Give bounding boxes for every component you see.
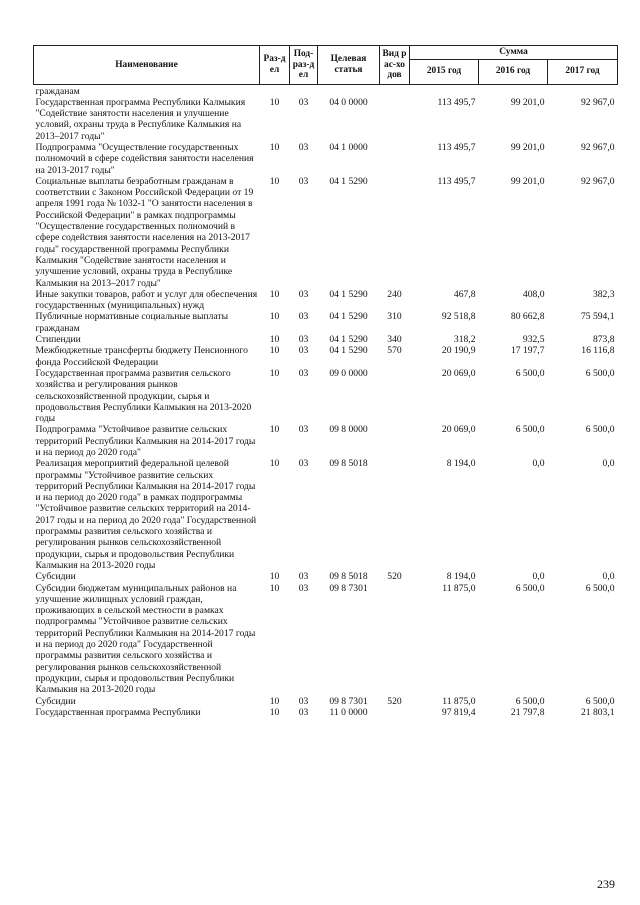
row-expense-type: 520 [387, 695, 402, 707]
row-name: Государственная программа Республики [35, 706, 201, 718]
row-expense-type [380, 84, 410, 97]
row-expense-type [380, 142, 410, 176]
row-sum-2017: 92 967,0 [580, 175, 615, 187]
row-sum-2015: 20 069,0 [441, 424, 476, 436]
row-sum-2016: 6 500,0 [515, 424, 545, 436]
row-sum-2016: 17 197,7 [510, 345, 545, 357]
row-expense-type [380, 368, 410, 424]
row-sum-2015: 8 194,0 [446, 458, 476, 470]
row-expense-type: 340 [387, 334, 402, 346]
row-sum-2017: 382,3 [592, 288, 615, 300]
row-podrazdel: 03 [298, 96, 309, 108]
table-row [34, 458, 618, 571]
row-podrazdel: 03 [298, 706, 309, 718]
row-sum-2015: 11 875,0 [442, 582, 476, 594]
row-razdel: 10 [269, 96, 280, 108]
row-sum-2015: 113 495,7 [437, 175, 476, 187]
row-sum-2015: 20 190,9 [441, 345, 476, 357]
row-sum-2015: 113 495,7 [437, 96, 476, 108]
row-target-article: 09 0 0000 [329, 367, 368, 379]
row-sum-2016: 6 500,0 [515, 695, 545, 707]
row-expense-type [380, 424, 410, 458]
row-sum-2017: 92 967,0 [580, 141, 615, 153]
row-podrazdel: 03 [298, 175, 309, 187]
table-row [34, 368, 618, 424]
row-sum-2016: 99 201,0 [510, 141, 545, 153]
row-name: Стипендии [35, 334, 81, 346]
row-sum-2017: 75 594,1 [580, 311, 615, 323]
row-razdel: 10 [269, 175, 280, 187]
row-sum-2017: 6 500,0 [585, 367, 615, 379]
header-target-article: Целевая статья [318, 46, 380, 85]
header-razdel: Раз-дел [260, 46, 290, 85]
table-row [34, 334, 618, 345]
row-target-article: 11 0 0000 [329, 706, 368, 718]
row-name: Подпрограмма "Устойчивое развитие сельских территорий Республики Калмыкия на 2014-2017 годы и на период до 2020 года" [35, 424, 256, 458]
row-razdel: 10 [269, 706, 280, 718]
row-target-article: 09 8 0000 [329, 424, 368, 436]
table-row [34, 707, 618, 718]
row-target-article: 04 1 5290 [329, 175, 368, 187]
row-sum-2016: 6 500,0 [515, 367, 545, 379]
row-sum-2016: 80 662,8 [510, 311, 545, 323]
table-row [34, 345, 618, 368]
row-podrazdel: 03 [298, 345, 309, 357]
table-body [34, 84, 618, 718]
header-podrazdel: Под-раз-дел [290, 46, 318, 85]
row-razdel [260, 84, 290, 97]
row-target-article: 04 1 5290 [329, 288, 368, 300]
row-sum-2016: 0,0 [532, 458, 545, 470]
row-target-article: 04 1 5290 [329, 311, 368, 323]
budget-table [33, 45, 618, 718]
row-name: Иные закупки товаров, работ и услуг для обеспечения государственных (муниципальных) нужд [35, 288, 258, 312]
row-target-article: 09 8 7301 [329, 582, 368, 594]
row-razdel: 10 [269, 424, 280, 436]
row-podrazdel: 03 [298, 424, 309, 436]
row-podrazdel: 03 [298, 288, 309, 300]
row-expense-type: 310 [387, 311, 402, 323]
row-sum-2015 [410, 84, 479, 97]
row-razdel: 10 [269, 458, 280, 470]
row-expense-type [380, 583, 410, 696]
row-sum-2016: 932,5 [522, 334, 545, 346]
row-sum-2015: 92 518,8 [441, 311, 476, 323]
row-sum-2017: 0,0 [602, 458, 615, 470]
row-target-article: 04 1 5290 [329, 334, 368, 346]
row-name: Государственная программа Республики Калмыкия "Содействие занятости населения и улучшение условий, охраны труда в Республике Калмыкия на 2013–2017 годы" [35, 96, 246, 142]
row-name: Социальные выплаты безработным гражданам в соответствии с Законом Российской Федерации от 19 апреля 1991 года № 1032-1 "О занятости населения в Российской Федерации" в рамках подпрограммы "Осуществление государственных полномочий в сфере содействия занятости населения на 2013-2017 годы" государственной программы Республики Калмыкия "Содействие занятости населения и улучшение условий, охраны труда в Республике Калмыкия на 2013–2017 годы" [35, 175, 254, 289]
row-razdel: 10 [269, 367, 280, 379]
row-razdel: 10 [269, 582, 280, 594]
header-sum: Сумма [410, 46, 618, 60]
row-razdel: 10 [269, 571, 280, 583]
table-row [34, 696, 618, 707]
row-sum-2017: 92 967,0 [580, 96, 615, 108]
row-name: гражданам [35, 85, 80, 97]
table-row [34, 289, 618, 312]
header-expense-type: Вид рас-ходов [380, 46, 410, 85]
row-podrazdel: 03 [298, 311, 309, 323]
row-podrazdel: 03 [298, 582, 309, 594]
row-sum-2016: 99 201,0 [510, 175, 545, 187]
row-sum-2017 [548, 84, 618, 97]
row-sum-2015: 97 819,4 [441, 706, 476, 718]
row-razdel: 10 [269, 141, 280, 153]
row-expense-type: 240 [387, 288, 402, 300]
row-name: Публичные нормативные социальные выплаты гражданам [35, 311, 229, 334]
row-name: Субсидии бюджетам муниципальных районов на улучшение жилищных условий граждан, проживающих в сельской местности в рамках подпрограммы "Устойчивое развитие сельских территорий Республики Калмыкия на 2014-2017 годы и на период до 2020 года" Государственной программы развития сельского хозяйства и регулирования рынков сельскохозяйственной продукции, сырья и продовольствия Республики Калмыкия на 2013-2020 годы [35, 582, 256, 696]
row-expense-type [380, 458, 410, 571]
table-row [34, 424, 618, 458]
row-podrazdel: 03 [298, 571, 309, 583]
row-name: Межбюджетные трансферты бюджету Пенсионного фонда Российской Федерации [35, 345, 248, 368]
row-expense-type [380, 707, 410, 718]
table-row [34, 583, 618, 696]
row-sum-2017: 21 803,1 [580, 706, 615, 718]
row-sum-2015: 318,2 [453, 334, 476, 346]
row-sum-2017: 16 116,8 [581, 345, 615, 357]
row-razdel: 10 [269, 288, 280, 300]
table-row [34, 311, 618, 334]
row-name: Подпрограмма "Осуществление государственных полномочий в сфере содействия занятости населения на 2013-2017 годы" [35, 141, 254, 176]
row-sum-2016: 6 500,0 [515, 582, 545, 594]
row-sum-2016 [479, 84, 548, 97]
row-name: Государственная программа развития сельского хозяйства и регулирования рынков сельскохозяйственной продукции, сырья и продовольствия Республики Калмыкия на 2013-2020 годы [35, 367, 252, 425]
row-podrazdel: 03 [298, 695, 309, 707]
header-year-2015: 2015 год [410, 59, 479, 84]
table-row [34, 142, 618, 176]
row-sum-2016: 99 201,0 [510, 96, 545, 108]
header-name: Наименование [34, 46, 260, 85]
row-razdel: 10 [269, 311, 280, 323]
row-expense-type [380, 97, 410, 142]
header-year-2017: 2017 год [548, 59, 618, 84]
row-sum-2016: 0,0 [532, 571, 545, 583]
row-sum-2017: 6 500,0 [585, 424, 615, 436]
row-podrazdel: 03 [298, 458, 309, 470]
row-sum-2015: 467,8 [453, 288, 476, 300]
table-row [34, 84, 618, 97]
row-sum-2015: 20 069,0 [441, 367, 476, 379]
header-year-2016: 2016 год [479, 59, 548, 84]
table-header-row [34, 46, 618, 60]
row-sum-2015: 113 495,7 [437, 141, 476, 153]
row-sum-2017: 6 500,0 [585, 582, 615, 594]
row-expense-type: 570 [387, 345, 402, 357]
table-row [34, 176, 618, 289]
row-podrazdel: 03 [298, 367, 309, 379]
row-target-article: 04 0 0000 [329, 96, 368, 108]
row-target-article: 09 8 5018 [329, 458, 368, 470]
row-sum-2015: 11 875,0 [442, 695, 476, 707]
row-sum-2016: 21 797,8 [510, 706, 545, 718]
row-sum-2016: 408,0 [522, 288, 545, 300]
row-target-article: 09 8 5018 [329, 571, 368, 583]
row-podrazdel: 03 [298, 141, 309, 153]
table-row [34, 97, 618, 142]
row-sum-2015: 8 194,0 [446, 571, 476, 583]
row-expense-type: 520 [387, 571, 402, 583]
row-sum-2017: 6 500,0 [585, 695, 615, 707]
row-target-article [318, 84, 380, 97]
row-razdel: 10 [269, 345, 280, 357]
row-razdel: 10 [269, 334, 280, 346]
row-expense-type [380, 176, 410, 289]
table-row [34, 571, 618, 582]
row-target-article: 04 1 5290 [329, 345, 368, 357]
row-target-article: 04 1 0000 [329, 141, 368, 153]
row-razdel: 10 [269, 695, 280, 707]
row-target-article: 09 8 7301 [329, 695, 368, 707]
row-podrazdel [290, 84, 318, 97]
row-podrazdel: 03 [298, 334, 309, 346]
row-sum-2017: 0,0 [602, 571, 615, 583]
row-sum-2017: 873,8 [592, 334, 615, 346]
row-name: Субсидии [35, 571, 76, 583]
row-name: Субсидии [35, 695, 76, 707]
row-name: Реализация мероприятий федеральной целевой программы "Устойчивое развитие сельских территорий Республики Калмыкия на 2014-2017 годы и на период до 2020 года" в рамках подпрограммы "Устойчивое развитие сельских территорий на 2014-2017 годы и на период до 2020 года" Государственной программы развития сельского хозяйства и регулирования рынков сельскохозяйственной продукции, сырья и продовольствия Республики Калмыкия на 2013-2020 годы [35, 458, 257, 571]
page-number: 239 [597, 877, 615, 891]
